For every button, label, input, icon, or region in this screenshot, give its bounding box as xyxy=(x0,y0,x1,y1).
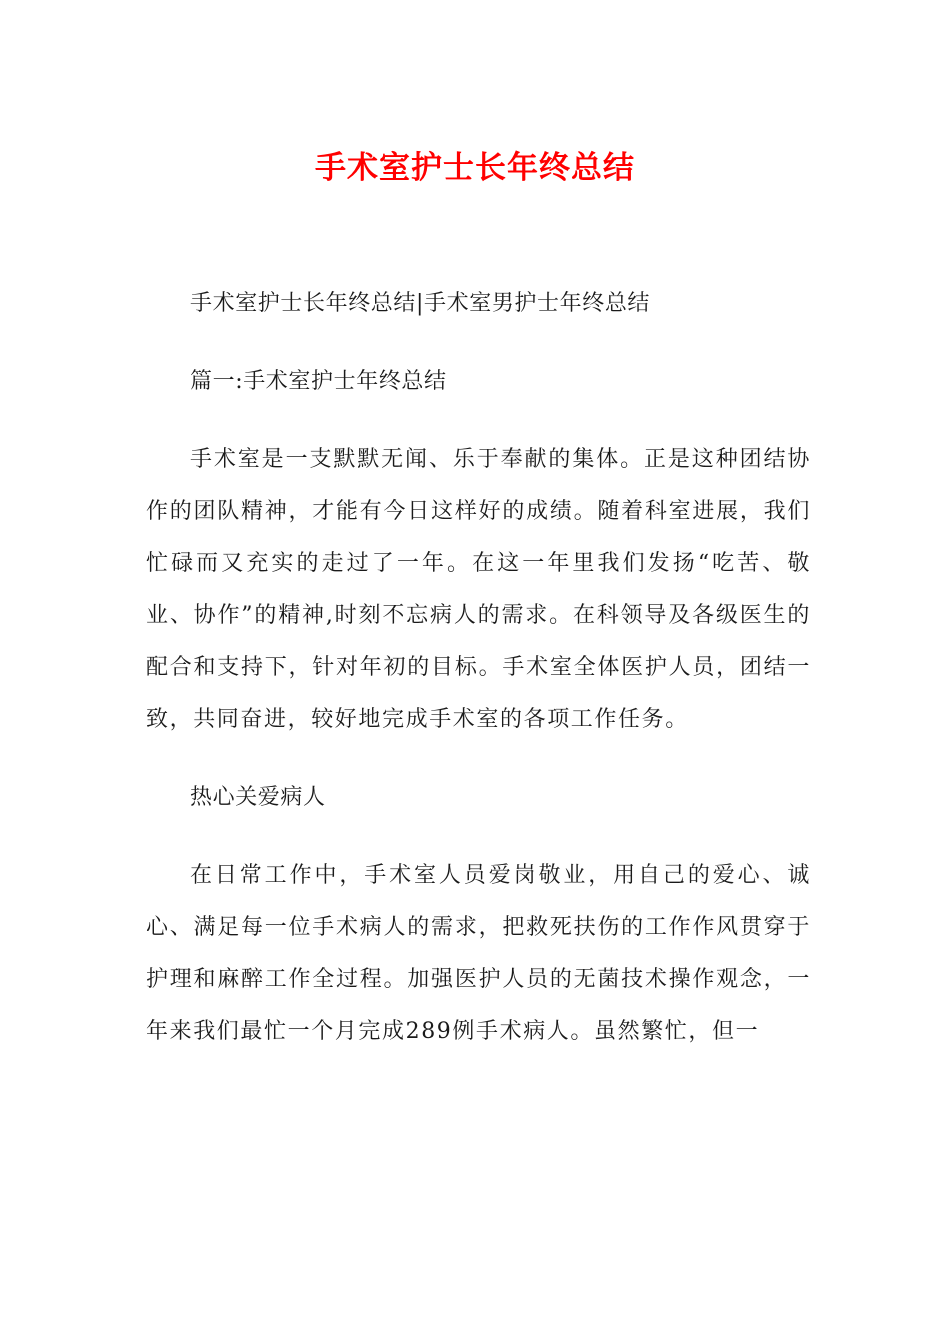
document-title: 手术室护士长年终总结 xyxy=(315,150,635,186)
body-paragraph: 手术室是一支默默无闻、乐于奉献的集体。正是这种团结协作的团队精神，才能有今日这样好的成绩。随着科室进展，我们忙碌而又充实的走过了一年。在这一年里我们发扬“吃苦、敬业、协作”的精神,时刻不忘病人的需求。在科领导及各级医生的配合和支持下，针对年初的目标。手术室全体医护人员，团结一致，共同奋进，较好地完成手术室的各项工作任务。 xyxy=(146,447,811,732)
section-heading: 篇一:手术室护士年终总结 xyxy=(190,369,447,394)
body-paragraph: 在日常工作中，手术室人员爱岗敬业，用自己的爱心、诚心、满足每一位手术病人的需求，把救死扶伤的工作作风贯穿于护理和麻醉工作全过程。加强医护人员的无菌技术操作观念，一年来我们最忙一个月完成289例手术病人。虽然繁忙，但一 xyxy=(146,863,811,1044)
document-body xyxy=(146,278,811,1084)
subsection-heading: 热心关爱病人 xyxy=(190,785,326,810)
subtitle-line: 手术室护士长年终总结|手术室男护士年终总结 xyxy=(190,291,651,316)
